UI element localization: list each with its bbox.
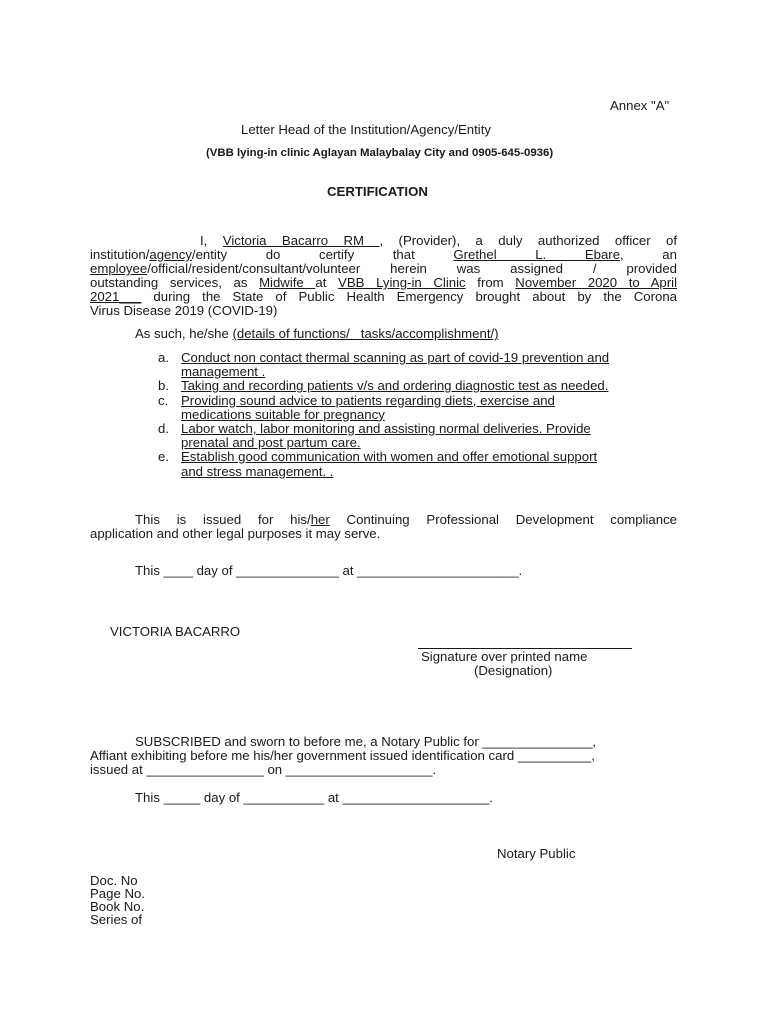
list-item: e. Establish good communication with women and offer emotional support and stress management. . <box>158 449 598 479</box>
letterhead-title: Letter Head of the Institution/Agency/Entity <box>241 122 491 137</box>
page-no-label: Page No. <box>90 886 145 901</box>
notary-public-label: Notary Public <box>497 846 576 861</box>
signature-label: Signature over printed name <box>421 649 588 664</box>
this-day-line-2: This _____ day of ___________ at ____________________. <box>135 790 493 805</box>
service-period: November 2020 to April <box>515 275 678 290</box>
designation-label: (Designation) <box>474 663 553 678</box>
list-item: a. Conduct non contact thermal scanning as part of covid-19 prevention and management . <box>158 350 610 380</box>
signer-name: VICTORIA BACARRO <box>110 624 241 639</box>
para-line-6: Virus Disease 2019 (COVID-19) <box>90 303 278 318</box>
issued-line-1: This is issued for his/her Continuing Professional Development compliance <box>135 512 677 527</box>
list-item: b. Taking and recording patients v/s and ordering diagnostic test as needed. <box>158 378 609 394</box>
list-item: c. Providing sound advice to patients regarding diets, exercise and medications suitable for pregnancy <box>158 392 555 422</box>
series-of-label: Series of <box>90 912 143 927</box>
para-line-3: employee/official/resident/consultant/volunteer herein was assigned / provided <box>90 261 677 276</box>
subscribed-line-1: SUBSCRIBED and sworn to before me, a Notary Public for _______________, <box>135 734 597 749</box>
para-line-5: 2021___ during the State of Public Health Emergency brought about by the Corona <box>90 289 677 304</box>
list-item: d. Labor watch, labor monitoring and assisting normal deliveries. Provide prenatal and post partum care. <box>158 421 591 451</box>
subscribed-line-2: Affiant exhibiting before me his/her government issued identification card __________, <box>90 748 595 763</box>
para-line-4: outstanding services, as Midwife at VBB Lying-in Clinic from November 2020 to April <box>90 275 678 290</box>
duties-list <box>158 351 678 479</box>
para-line-1: I, Victoria Bacarro RM , (Provider), a duly authorized officer of <box>200 233 678 248</box>
provider-name: Victoria Bacarro RM <box>222 233 380 248</box>
issued-line-2: application and other legal purposes it may serve. <box>90 526 381 541</box>
book-no-label: Book No. <box>90 899 145 914</box>
para-line-2: institution/agency/entity do certify that Grethel L. Ebare, an <box>90 247 677 262</box>
subscribed-line-3: issued at ________________ on ____________________. <box>90 762 437 777</box>
employee-name: Grethel L. Ebare, <box>453 247 624 262</box>
position: Midwife <box>259 275 316 290</box>
annex-label: Annex "A" <box>610 98 670 113</box>
doc-no-label: Doc. No <box>90 873 138 888</box>
certification-heading: CERTIFICATION <box>327 184 428 199</box>
letterhead-subtitle: (VBB lying-in clinic Aglayan Malaybalay City and 0905-645-0936) <box>206 147 554 159</box>
clinic-name: VBB Lying-in Clinic <box>338 275 466 290</box>
this-day-line: This ____ day of ______________ at ______________________. <box>135 563 523 578</box>
such-line: As such, he/she (details of functions/ tasks/accomplishment/) <box>135 326 499 341</box>
